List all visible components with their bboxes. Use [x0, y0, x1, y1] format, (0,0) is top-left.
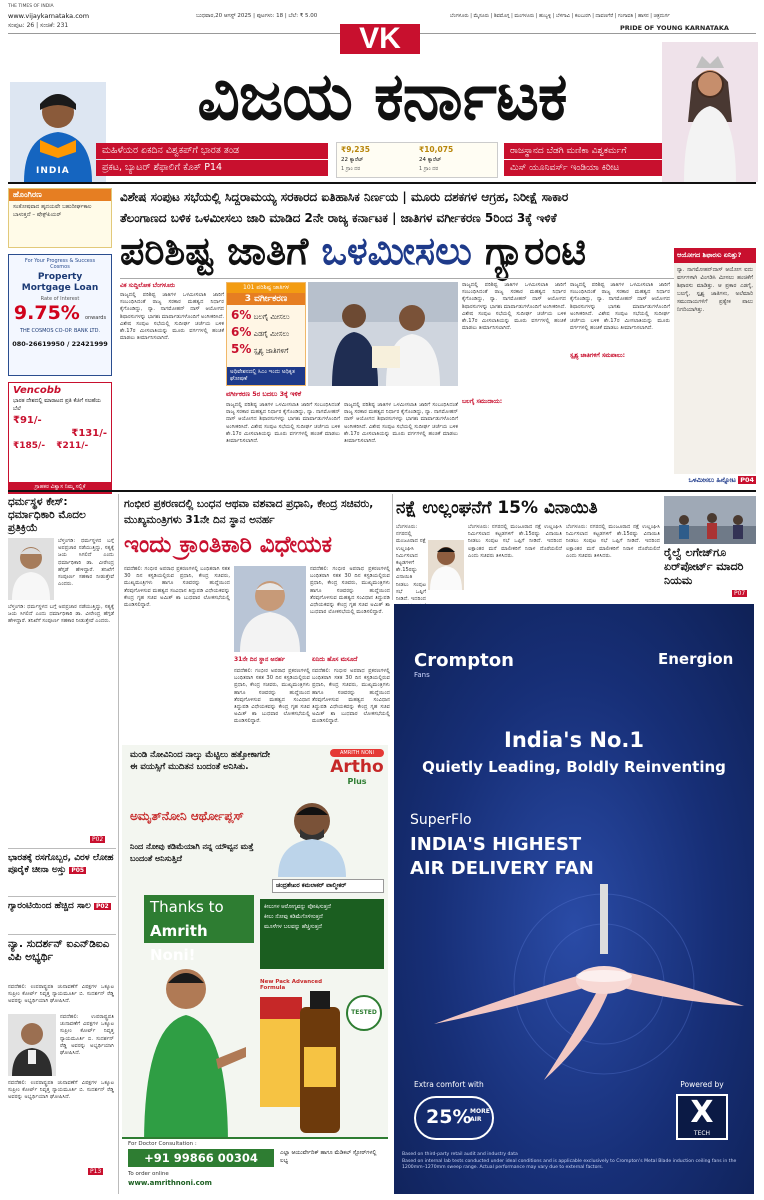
price-b: ₹211/-	[56, 441, 89, 451]
miss-universe-photo	[662, 42, 758, 182]
box-sub: 3 ವರ್ಗೀಕರಣ	[227, 293, 305, 305]
dharmadhikari-photo	[8, 538, 54, 600]
lead-body-3: ರಾಜ್ಯದಲ್ಲಿ ಪರಿಶಿಷ್ಟ ಜಾತಿಗಳ ಒಳಮೀಸಲಾತಿ ಜಾರಿಗೆ ಸಂಬಂಧಿಸಿದಂತೆ ರಾಜ್ಯ ಸರಕಾರ ಮಹತ್ವದ ನಿರ್ಧಾರ ಕೈಗೊಂಡಿದ್ದು, ನ್ಯಾ. ನಾಗಮೋಹನ್ ದಾಸ್ ಆಯೋಗದ ಶಿಫಾರಸುಗಳನ್ನು ಭಾಗಶಃ ಮಾರ್ಪಾಡುಗಳೊಂದಿಗೆ ಅಂಗೀಕರಿಸಿದೆ. ವಿಶೇಷ ಸಂಪುಟ ಸಭೆಯಲ್ಲಿ ಸುದೀರ್ಘ ಚರ್ಚೆಯ ಬಳಿಕ ಶೇ.17ರ ಮೀಸಲಾತಿಯನ್ನು ಮೂರು ವರ್ಗಗಳಲ್ಲಿ ಹಂಚಿಕೆ ಮಾಡಲು ತೀರ್ಮಾನಿಸಲಾಗಿದೆ.	[344, 402, 458, 445]
artho-name: Artho	[330, 757, 384, 777]
sudarshan-text-b: ನವದೆಹಲಿ: ಉಪರಾಷ್ಟ್ರಪತಿ ಚುನಾವಣೆಗೆ ವಿಪಕ್ಷಗಳ ಒಕ್ಕೂಟ ಸುಪ್ರೀಂ ಕೋರ್ಟ್ ನಿವೃತ್ತ ನ್ಯಾಯಮೂರ್ತಿ ಬಿ. ಸುದರ್ಶನ್ ರೆಡ್ಡಿ ಅವರನ್ನು ಅಭ್ಯರ್ಥಿಯಾಗಿ ಘೋಷಿಸಿದೆ.	[60, 1014, 114, 1057]
lead-kicker-2: ತೆಲಂಗಾಣದ ಬಳಿಕ ಒಳಮೀಸಲು ಜಾರಿ ಮಾಡಿದ 2ನೇ ರಾಜ್ಯ ಕರ್ನಾಟಕ | ಜಾತಿಗಳ ವರ್ಗೀಕರಣ 5ರಿಂದ 3ಕ್ಕೆ ಇಳಿಕೆ	[120, 211, 557, 225]
lead-jump-label: ಒಳಮೀಸಲು ಹಿನ್ನೋಟ	[688, 476, 736, 484]
teaser-right-line1[interactable]: ರಾಜಸ್ಥಾನದ ಬೆಡಗಿ ಮಣಿಕಾ ವಿಶ್ವಕರ್ಮಗೆ	[504, 143, 662, 159]
lead-body-4: ರಾಜ್ಯದಲ್ಲಿ ಪರಿಶಿಷ್ಟ ಜಾತಿಗಳ ಒಳಮೀಸಲಾತಿ ಜಾರಿಗೆ ಸಂಬಂಧಿಸಿದಂತೆ ರಾಜ್ಯ ಸರಕಾರ ಮಹತ್ವದ ನಿರ್ಧಾರ ಕೈಗೊಂಡಿದ್ದು, ನ್ಯಾ. ನಾಗಮೋಹನ್ ದಾಸ್ ಆಯೋಗದ ಶಿಫಾರಸುಗಳನ್ನು ಭಾಗಶಃ ಮಾರ್ಪಾಡುಗಳೊಂದಿಗೆ ಅಂಗೀಕರಿಸಿದೆ. ವಿಶೇಷ ಸಂಪುಟ ಸಭೆಯಲ್ಲಿ ಸುದೀರ್ಘ ಚರ್ಚೆಯ ಬಳಿಕ ಶೇ.17ರ ಮೀಸಲಾತಿಯನ್ನು ಮೂರು ವರ್ಗಗಳಲ್ಲಿ ಹಂಚಿಕೆ ಮಾಡಲು ತೀರ್ಮಾನಿಸಲಾಗಿದೆ.	[462, 282, 566, 332]
sudarshan-text-c: ನವದೆಹಲಿ: ಉಪರಾಷ್ಟ್ರಪತಿ ಚುನಾವಣೆಗೆ ವಿಪಕ್ಷಗಳ ಒಕ್ಕೂಟ ಸುಪ್ರೀಂ ಕೋರ್ಟ್ ನಿವೃತ್ತ ನ್ಯಾಯಮೂರ್ತಿ ಬಿ. ಸುದರ್ಶನ್ ರೆಡ್ಡಿ ಅವರನ್ನು ಅಭ್ಯರ್ಥಿಯಾಗಿ ಘೋಷಿಸಿದೆ.	[8, 1080, 114, 1101]
center-body-3: ನವದೆಹಲಿ: ಗಂಭೀರ ಅಪರಾಧ ಪ್ರಕರಣಗಳಲ್ಲಿ ಬಂಧಿತರಾಗಿ ಸತತ 30 ದಿನ ಕಸ್ಟಡಿಯಲ್ಲಿರುವ ಪ್ರಧಾನಿ, ಕೇಂದ್ರ ಸಚಿವರು, ಮುಖ್ಯಮಂತ್ರಿಗಳು ಹಾಗೂ ಸಚಿವರನ್ನು ಹುದ್ದೆಯಿಂದ ತೆರವುಗೊಳಿಸುವ ಮಹತ್ವದ ಸಂವಿಧಾನ ತಿದ್ದುಪಡಿ ವಿಧೇಯಕವನ್ನು ಕೇಂದ್ರ ಗೃಹ ಸಚಿವ ಅಮಿತ್ ಶಾ ಬುಧವಾರ ಲೋಕಸಭೆಯಲ್ಲಿ ಮಂಡಿಸಲಿದ್ದಾರೆ.	[234, 668, 310, 725]
dharmasthala-jump[interactable]: P02	[92, 836, 104, 843]
row1-text: ಬಲಗೈ ಮೀಸಲು	[253, 313, 290, 321]
vencobb-brand: Vencobb	[13, 385, 62, 396]
crompton-brand: Crompton	[414, 650, 514, 671]
sudarshan-headline[interactable]: ನ್ಯಾ. ಸುದರ್ಶನ್ ಐಎನ್‌ಡಿಐಎ ವಿಪಿ ಅಭ್ಯರ್ಥಿ	[8, 938, 110, 963]
amrith-noni-ad[interactable]	[122, 745, 388, 1195]
ad-product-name: ಅಮೃತ್‌ನೋನಿ ಆರ್ಥೋಪ್ಲಸ್	[130, 809, 244, 823]
teaser-left-line2[interactable]: ಪ್ರಕಟ, ಬ್ಯಾಟರ್ ಶೆಫಾಲಿಗೆ ಕೊಕ್ P14	[96, 160, 328, 176]
thanks-brand: Amrith Noni!	[144, 919, 254, 943]
editions: ಬೆಂಗಳೂರು | ಮೈಸೂರು | ಶಿವಮೊಗ್ಗ | ಮಂಗಳೂರು | ಹುಬ್ಬಳ್ಳಿ | ಬೆಳಗಾವಿ | ಕಲಬುರಗಿ | ದಾವಣಗೆರೆ | ಗಂಗಾವತಿ | ಹಾಸನ | ಚಿತ್ರದುರ್ಗ	[450, 13, 670, 19]
gold-rate-box	[336, 142, 498, 178]
product-packs	[254, 977, 344, 1137]
sudarshan-text-a: ನವದೆಹಲಿ: ಉಪರಾಷ್ಟ್ರಪತಿ ಚುನಾವಣೆಗೆ ವಿಪಕ್ಷಗಳ ಒಕ್ಕೂಟ ಸುಪ್ರೀಂ ಕೋರ್ಟ್ ನಿವೃತ್ತ ನ್ಯಾಯಮೂರ್ತಿ ಬಿ. ಸುದರ್ಶನ್ ರೆಡ್ಡಿ ಅವರನ್ನು ಅಭ್ಯರ್ಥಿಯಾಗಿ ಘೋಷಿಸಿದೆ.	[8, 984, 114, 1005]
consult-label: For Doctor Consultation :	[128, 1141, 197, 1147]
loan-bank: THE COSMOS CO-OP. BANK LTD.	[19, 328, 101, 334]
teaser-left-line1[interactable]: ಮಹಿಳೆಯರ ಏಕದಿನ ವಿಶ್ವಕಪ್‌ಗೆ ಭಾರತ ತಂಡ	[96, 143, 328, 159]
lead-subhead-3: ಸ್ಪೃಶ್ಯ ಜಾತಿಗಳಿಗೆ ಸಮಪಾಲು:	[570, 352, 670, 362]
center-subhead: 31ನೇ ದಿನ ಸ್ಥಾನ ಅನರ್ಹ	[234, 656, 285, 663]
crompton-footnote-1: Based on third-party retail audit and industry data	[402, 1152, 518, 1157]
teaser-right-line2[interactable]: ಮಿಸ್ ಯೂನಿವರ್ಸ್ ಇಂಡಿಯಾ ಕಿರೀಟ	[504, 160, 662, 176]
dharmasthala-text-a: ಬೆಳ್ತಂಗಡಿ: ಧರ್ಮಸ್ಥಳದ ಬಗ್ಗೆ ಅಪಪ್ರಚಾರ ನಡೆಯುತ್ತಿದ್ದು, ಸತ್ಯಕ್ಕೆ ಜಯ ಸಿಗಲಿದೆ ಎಂದು ಧರ್ಮಾಧಿಕಾರಿ ಡಾ. ವೀರೇಂದ್ರ ಹೆಗ್ಗಡೆ ಹೇಳಿದ್ದಾರೆ. ತನಿಖೆಗೆ ಸಂಪೂರ್ಣ ಸಹಕಾರ ನೀಡುತ್ತೇವೆ ಎಂದರು.	[58, 538, 114, 588]
lead-body-1: ರಾಜ್ಯದಲ್ಲಿ ಪರಿಶಿಷ್ಟ ಜಾತಿಗಳ ಒಳಮೀಸಲಾತಿ ಜಾರಿಗೆ ಸಂಬಂಧಿಸಿದಂತೆ ರಾಜ್ಯ ಸರಕಾರ ಮಹತ್ವದ ನಿರ್ಧಾರ ಕೈಗೊಂಡಿದ್ದು, ನ್ಯಾ. ನಾಗಮೋಹನ್ ದಾಸ್ ಆಯೋಗದ ಶಿಫಾರಸುಗಳನ್ನು ಭಾಗಶಃ ಮಾರ್ಪಾಡುಗಳೊಂದಿಗೆ ಅಂಗೀಕರಿಸಿದೆ. ವಿಶೇಷ ಸಂಪುಟ ಸಭೆಯಲ್ಲಿ ಸುದೀರ್ಘ ಚರ್ಚೆಯ ಬಳಿಕ ಶೇ.17ರ ಮೀಸಲಾತಿಯನ್ನು ಮೂರು ವರ್ಗಗಳಲ್ಲಿ ಹಂಚಿಕೆ ಮಾಡಲು ತೀರ್ಮಾನಿಸಲಾಗಿದೆ.	[120, 292, 224, 342]
guarantee-loan-title: ಗ್ಯಾರಂಟಿಯಿಂದ ಹೆಚ್ಚಿದ ಸಾಲ	[8, 901, 91, 911]
gold-unit-b: 1 ಗ್ರಾಂ ದರ	[419, 166, 439, 172]
lead-jump-page: P04	[740, 476, 754, 484]
testimonial-photo	[272, 793, 352, 877]
more-air-badge	[414, 1096, 494, 1140]
crompton-tagline: Quietly Leading, Boldly Reinventing	[422, 758, 726, 776]
ad-website[interactable]: www.amrithnoni.com	[128, 1179, 212, 1187]
center-kicker: ಗಂಭೀರ ಪ್ರಕರಣದಲ್ಲಿ ಬಂಧನ ಆಥವಾ ವಶವಾದ ಪ್ರಧಾನಿ, ಕೇಂದ್ರ ಸಚಿವರು, ಮುಖ್ಯಮಂತ್ರಿಗಳು 31ನೇ ದಿನ ಸ್ಥಾನ ಅನರ್ಹ	[124, 498, 374, 526]
lead-byline: ವಿಕ ಸುದ್ದಿಲೋಕ ಬೆಂಗಳೂರು	[120, 282, 176, 289]
crompton-footnote-2: Based on internal lab tests conducted under ideal conditions and is applicable exclusively to Crompton's Metal Blade induction ceiling fans in the 1200mm–1270mm sweep range. Actual performance may vary due to external factors.	[402, 1158, 737, 1170]
endorser-photo	[130, 949, 248, 1145]
thanks-to: Thanks to	[144, 895, 254, 919]
superflo-name: SuperFlo	[410, 812, 472, 828]
lead-body-2: ರಾಜ್ಯದಲ್ಲಿ ಪರಿಶಿಷ್ಟ ಜಾತಿಗಳ ಒಳಮೀಸಲಾತಿ ಜಾರಿಗೆ ಸಂಬಂಧಿಸಿದಂತೆ ರಾಜ್ಯ ಸರಕಾರ ಮಹತ್ವದ ನಿರ್ಧಾರ ಕೈಗೊಂಡಿದ್ದು, ನ್ಯಾ. ನಾಗಮೋಹನ್ ದಾಸ್ ಆಯೋಗದ ಶಿಫಾರಸುಗಳನ್ನು ಭಾಗಶಃ ಮಾರ್ಪಾಡುಗಳೊಂದಿಗೆ ಅಂಗೀಕರಿಸಿದೆ. ವಿಶೇಷ ಸಂಪುಟ ಸಭೆಯಲ್ಲಿ ಸುದೀರ್ಘ ಚರ್ಚೆಯ ಬಳಿಕ ಶೇ.17ರ ಮೀಸಲಾತಿಯನ್ನು ಮೂರು ವರ್ಗಗಳಲ್ಲಿ ಹಂಚಿಕೆ ಮಾಡಲು ತೀರ್ಮಾನಿಸಲಾಗಿದೆ.	[226, 402, 340, 445]
loan-rate-label: Rate of Interest	[40, 296, 80, 302]
vijay-karnataka-logo: ವಿಜಯ ಕರ್ನಾಟಕ	[197, 58, 567, 135]
dharmasthala-text-b: ಬೆಳ್ತಂಗಡಿ: ಧರ್ಮಸ್ಥಳದ ಬಗ್ಗೆ ಅಪಪ್ರಚಾರ ನಡೆಯುತ್ತಿದ್ದು, ಸತ್ಯಕ್ಕೆ ಜಯ ಸಿಗಲಿದೆ ಎಂದು ಧರ್ಮಾಧಿಕಾರಿ ಡಾ. ವೀರೇಂದ್ರ ಹೆಗ್ಗಡೆ ಹೇಳಿದ್ದಾರೆ. ತನಿಖೆಗೆ ಸಂಪೂರ್ಣ ಸಹಕಾರ ನೀಡುತ್ತೇವೆ ಎಂದರು.	[8, 604, 114, 625]
date-price: ಬುಧವಾರ,20 ಆಗಸ್ಟ್ 2025 | ಪುಟಗಳು: 18 | ಬೆಲೆ: ₹ 5.00	[196, 13, 318, 19]
more-air-text: MORE AIR	[470, 1108, 490, 1123]
row1-pct: 6%	[231, 308, 252, 322]
price-a: ₹185/-	[13, 441, 46, 451]
sidebar-text: ನ್ಯಾ. ನಾಗಮೋಹನ್‌ದಾಸ್ ಆಯೋಗ ಐದು ವರ್ಗಗಳಾಗಿ ವಿಂಗಡಿಸಿ ಮೀಸಲು ಹಂಚಿಕೆಗೆ ಶಿಫಾರಸು ಮಾಡಿತ್ತು. ಆ ಪ್ರಕಾರ ಎಡಗೈ, ಬಲಗೈ, ಸ್ಪೃಶ್ಯ ಜಾತಿಗಳು, ಅಲೆಮಾರಿ ಸಮುದಾಯಗಳಿಗೆ ಪ್ರತ್ಯೇಕ ಪಾಲು ನಿಗದಿಯಾಗಿತ್ತು.	[677, 267, 753, 313]
lead-body-5: ರಾಜ್ಯದಲ್ಲಿ ಪರಿಶಿಷ್ಟ ಜಾತಿಗಳ ಒಳಮೀಸಲಾತಿ ಜಾರಿಗೆ ಸಂಬಂಧಿಸಿದಂತೆ ರಾಜ್ಯ ಸರಕಾರ ಮಹತ್ವದ ನಿರ್ಧಾರ ಕೈಗೊಂಡಿದ್ದು, ನ್ಯಾ. ನಾಗಮೋಹನ್ ದಾಸ್ ಆಯೋಗದ ಶಿಫಾರಸುಗಳನ್ನು ಭಾಗಶಃ ಮಾರ್ಪಾಡುಗಳೊಂದಿಗೆ ಅಂಗೀಕರಿಸಿದೆ. ವಿಶೇಷ ಸಂಪುಟ ಸಭೆಯಲ್ಲಿ ಸುದೀರ್ಘ ಚರ್ಚೆಯ ಬಳಿಕ ಶೇ.17ರ ಮೀಸಲಾತಿಯನ್ನು ಮೂರು ವರ್ಗಗಳಲ್ಲಿ ಹಂಚಿಕೆ ಮಾಡಲು ತೀರ್ಮಾನಿಸಲಾಗಿದೆ.	[570, 282, 670, 332]
lead-kicker-1: ವಿಶೇಷ ಸಂಪುಟ ಸಭೆಯಲ್ಲಿ ಸಿದ್ದರಾಮಯ್ಯ ಸರಕಾರದ ಐತಿಹಾಸಿಕ ನಿರ್ಣಯ | ಮೂರು ದಶಕಗಳ ಆಗ್ರಹ, ನಿರೀಕ್ಷೆ ಸಾಕಾರ	[120, 190, 569, 204]
ad-phone[interactable]: +91 99866 00304	[128, 1149, 274, 1167]
crompton-fans: Fans	[414, 671, 430, 679]
guarantee-loan-page: P02	[95, 903, 109, 910]
energion-logo: Energion	[658, 650, 734, 668]
china-story-page: P05	[71, 867, 85, 874]
guarantee-loan-headline[interactable]	[8, 900, 116, 930]
vencobb-ad[interactable]	[8, 382, 112, 494]
box-title: 101 ಪರಿಶಿಷ್ಟ ಜಾತಿಗಳ	[227, 283, 305, 293]
egg-price: ₹91/-	[13, 415, 42, 426]
cosmos-bank-ad[interactable]	[8, 254, 112, 376]
ceiling-fan-illustration	[394, 884, 754, 1084]
ad-question: ಮಂಡಿ ನೋವಿನಿಂದ ನಾಲ್ಕು ಮೆಟ್ಟಿಲು ಹತ್ತೋಕಾಗದೇ ಈ ವಯಸ್ಸಿಗೆ ಮುದಿತನ ಬಂದಂತೆ ಅನಿಸಿತು.	[130, 750, 271, 772]
testimonial-name: ಚಂದ್ರಶೇಖರ ಕಮಲಾಕರ್ ವಾಲ್ಮೀಕರ್	[272, 879, 384, 893]
honkirana-title: ಹೊಂಗಿರಣ	[9, 189, 111, 201]
gold22-label: 22 ಕ್ಯಾರೆಟ್	[341, 157, 364, 163]
website[interactable]: www.vijaykarnataka.com	[8, 12, 90, 20]
honkirana-text: ಸಂತೋಷವಾದ ಹೃದಯವೇ ಬಹುದೀರ್ಘಕಾಲ ಬಾಳುತ್ತದೆ – ಷೇಕ್ಸ್‌ಪಿಯರ್	[13, 204, 92, 218]
gold-unit-a: 1 ಗ್ರಾಂ ದರ	[341, 166, 361, 172]
amit-shah-photo	[234, 566, 306, 652]
headline-part2: ಒಳಮೀಸಲು	[321, 229, 472, 273]
commission-sidebar	[674, 248, 756, 474]
china-story-title: ಭಾರತಕ್ಕೆ ರಸಗೊಬ್ಬರ, ವಿರಳ ಲೋಹ ಪೂರೈಕೆ ಚೀನಾ ಅಸ್ತು	[8, 853, 114, 875]
center-body-4: ನವದೆಹಲಿ: ಗಂಭೀರ ಅಪರಾಧ ಪ್ರಕರಣಗಳಲ್ಲಿ ಬಂಧಿತರಾಗಿ ಸತತ 30 ದಿನ ಕಸ್ಟಡಿಯಲ್ಲಿರುವ ಪ್ರಧಾನಿ, ಕೇಂದ್ರ ಸಚಿವರು, ಮುಖ್ಯಮಂತ್ರಿಗಳು ಹಾಗೂ ಸಚಿವರನ್ನು ಹುದ್ದೆಯಿಂದ ತೆರವುಗೊಳಿಸುವ ಮಹತ್ವದ ಸಂವಿಧಾನ ತಿದ್ದುಪಡಿ ವಿಧೇಯಕವನ್ನು ಕೇಂದ್ರ ಗೃಹ ಸಚಿವ ಅಮಿತ್ ಶಾ ಬುಧವಾರ ಲೋಕಸಭೆಯಲ್ಲಿ ಮಂಡಿಸಲಿದ್ದಾರೆ.	[312, 668, 390, 725]
railway-page[interactable]: P07	[734, 590, 746, 597]
center-body-2: ನವದೆಹಲಿ: ಗಂಭೀರ ಅಪರಾಧ ಪ್ರಕರಣಗಳಲ್ಲಿ ಬಂಧಿತರಾಗಿ ಸತತ 30 ದಿನ ಕಸ್ಟಡಿಯಲ್ಲಿರುವ ಪ್ರಧಾನಿ, ಕೇಂದ್ರ ಸಚಿವರು, ಮುಖ್ಯಮಂತ್ರಿಗಳು ಹಾಗೂ ಸಚಿವರನ್ನು ಹುದ್ದೆಯಿಂದ ತೆರವುಗೊಳಿಸುವ ಮಹತ್ವದ ಸಂವಿಧಾನ ತಿದ್ದುಪಡಿ ವಿಧೇಯಕವನ್ನು ಕೇಂದ್ರ ಗೃಹ ಸಚಿವ ಅಮಿತ್ ಶಾ ಬುಧವಾರ ಲೋಕಸಭೆಯಲ್ಲಿ ಮಂಡಿಸಲಿದ್ದಾರೆ.	[310, 566, 390, 616]
lead-photo	[308, 282, 458, 386]
lead-headline	[120, 226, 756, 276]
superflo-claim-1: INDIA'S HIGHEST	[410, 834, 582, 855]
map-violation-text-c: ಬೆಂಗಳೂರು: ನಗರದಲ್ಲಿ ಮಂಜೂರಾದ ನಕ್ಷೆ ಉಲ್ಲಂಘಿಸಿ ನಿರ್ಮಿಸಲಾದ ಕಟ್ಟಡಗಳಿಗೆ ಶೇ.15ರಷ್ಟು ವಿನಾಯಿತಿ ನೀಡಲು ಸಂಪುಟ ಸಭೆ ಒಪ್ಪಿಗೆ ನೀಡಿದೆ. ಇದರಿಂದ ಲಕ್ಷಾಂತರ ಮನೆ ಮಾಲೀಕರಿಗೆ ನಿರಾಳ ದೊರೆಯಲಿದೆ ಎಂದು ಸಚಿವರು ತಿಳಿಸಿದರು.	[566, 524, 660, 559]
center-headline[interactable]: ಇಂದು ಕ್ರಾಂತಿಕಾರಿ ವಿಧೇಯಕ	[124, 532, 333, 558]
crompton-logo	[414, 650, 514, 686]
x-tech-letter: X	[690, 1095, 714, 1130]
artho-plus: Plus	[347, 777, 367, 786]
china-story-headline[interactable]	[8, 852, 116, 892]
benefit-3: ಮೂಳೆಗಳ ಬಲವನ್ನು ಹೆಚ್ಚಿಸುತ್ತದೆ	[264, 924, 322, 930]
honkirana-box	[8, 188, 112, 248]
sudarshan-photo	[8, 1014, 56, 1076]
artho-badge: AMRITH NONI	[330, 749, 384, 757]
box-foot: ಅಧಿವೇಶನದಲ್ಲಿ ಸಿಎಂ ಇಂದು ಅಧಿಕೃತ ಘೋಷಣೆ	[227, 367, 305, 385]
center-subhead-2: ಏನಿದು ಹೊಸ ಮಸೂದೆ	[312, 656, 358, 663]
benefits-box	[260, 899, 384, 969]
vencobb-head: ಭಾರತ ದೇಶದಲ್ಲಿ ಮಾರಾಟದ ಪ್ರತಿ ಕೆಜಿಗೆ ಸಲಹೆಯ ಬೆಲೆ	[13, 398, 102, 412]
railway-headline[interactable]: ರೈಲ್ವೆ ಲಗೇಜ್‌ಗೂ ಏರ್‌ಪೋರ್ಟ್ ಮಾದರಿ ನಿಯಮ	[664, 546, 744, 587]
cricketer-photo	[10, 82, 106, 182]
gold22-price: ₹9,235	[341, 145, 370, 154]
map-violation-text-b: ಬೆಂಗಳೂರು: ನಗರದಲ್ಲಿ ಮಂಜೂರಾದ ನಕ್ಷೆ ಉಲ್ಲಂಘಿಸಿ ನಿರ್ಮಿಸಲಾದ ಕಟ್ಟಡಗಳಿಗೆ ಶೇ.15ರಷ್ಟು ವಿನಾಯಿತಿ ನೀಡಲು ಸಂಪುಟ ಸಭೆ ಒಪ್ಪಿಗೆ ನೀಡಿದೆ. ಇದರಿಂದ ಲಕ್ಷಾಂತರ ಮನೆ ಮಾಲೀಕರಿಗೆ ನಿರಾಳ ದೊರೆಯಲಿದೆ ಎಂದು ಸಚಿವರು ತಿಳಿಸಿದರು.	[468, 524, 562, 559]
loan-title: Property Mortgage Loan	[21, 272, 99, 293]
superflo-claim-2: AIR DELIVERY FAN	[410, 858, 594, 879]
row2-text: ಎಡಗೈ ಮೀಸಲು	[253, 330, 290, 338]
tested-seal: TESTED	[346, 995, 382, 1031]
lead-column-1	[120, 282, 224, 482]
minister-photo	[428, 540, 464, 590]
loan-rate-suffix: onwards	[84, 315, 107, 321]
center-body-1: ನವದೆಹಲಿ: ಗಂಭೀರ ಅಪರಾಧ ಪ್ರಕರಣಗಳಲ್ಲಿ ಬಂಧಿತರಾಗಿ ಸತತ 30 ದಿನ ಕಸ್ಟಡಿಯಲ್ಲಿರುವ ಪ್ರಧಾನಿ, ಕೇಂದ್ರ ಸಚಿವರು, ಮುಖ್ಯಮಂತ್ರಿಗಳು ಹಾಗೂ ಸಚಿವರನ್ನು ಹುದ್ದೆಯಿಂದ ತೆರವುಗೊಳಿಸುವ ಮಹತ್ವದ ಸಂವಿಧಾನ ತಿದ್ದುಪಡಿ ವಿಧೇಯಕವನ್ನು ಕೇಂದ್ರ ಗೃಹ ಸಚಿವ ಅಮಿತ್ ಶಾ ಬುಧವಾರ ಲೋಕಸಭೆಯಲ್ಲಿ ಮಂಡಿಸಲಿದ್ದಾರೆ.	[124, 566, 230, 609]
loan-rate: 9.75%	[13, 302, 80, 324]
comfort-label: Extra comfort with	[414, 1080, 484, 1089]
gold24-label: 24 ಕ್ಯಾರೆಟ್	[419, 157, 442, 163]
benefit-1: ಕೀಲುಗಳ ಆರೋಗ್ಯವನ್ನು ಪೋಷಿಸುತ್ತದೆ	[264, 904, 331, 910]
ad-claim: ನಿಂದ ನೋವು ಕಡಿಮೆಯಾಗಿ ನನ್ನ ಯೌವ್ವನ ಮತ್ತೆ ಬಂದಂತೆ ಅನಿಸುತ್ತಿದೆ	[130, 842, 254, 863]
row2-pct: 6%	[231, 325, 252, 339]
map-violation-headline[interactable]: ನಕ್ಷೆ ಉಲ್ಲಂಘನೆಗೆ 15% ವಿನಾಯಿತಿ	[396, 498, 598, 518]
benefit-2: ಕೀಲು ನೋವು ಕಡಿಮೆಗೊಳಿಸುತ್ತದೆ	[264, 914, 323, 920]
powered-by: Powered by	[680, 1080, 724, 1089]
masthead	[0, 0, 764, 180]
india-jersey-text: INDIA	[36, 166, 70, 176]
loan-bank-top: Cosmos	[50, 264, 70, 270]
crompton-no1: India's No.1	[504, 728, 644, 752]
toi-tagline: THE TIMES OF INDIA	[8, 4, 54, 9]
x-tech-label: TECH	[693, 1130, 711, 1137]
reservation-box	[226, 282, 306, 386]
issue-number: ಸಂಪುಟ: 26 | ಸಂಚಿಕೆ: 231	[8, 22, 69, 29]
headline-part1: ಪರಿಶಿಷ್ಟ ಜಾತಿಗೆ	[120, 229, 309, 273]
lead-subhead-1: ವರ್ಗೀಕರಣ 5ರ ಬದಲು 3ಕ್ಕೆ ಇಳಿಕೆ	[226, 390, 302, 398]
pride-tagline: PRIDE OF YOUNG KARNATAKA	[620, 24, 729, 32]
lead-subhead-2: ಬಲಗೈ ಸಮುದಾಯ:	[462, 398, 566, 408]
headline-part3: ಗ್ಯಾರಂಟಿ	[485, 229, 587, 273]
order-label: To order online	[128, 1171, 169, 1177]
x-tech-logo	[676, 1094, 728, 1140]
row3-text: ಸ್ಪೃಶ್ಯ ಜಾತಿಗಳಿಗೆ	[253, 347, 289, 355]
dharmasthala-headline[interactable]: ಧರ್ಮಸ್ಥಳ ಕೇಸ್: ಧರ್ಮಾಧಿಕಾರಿ ಮೊದಲ ಪ್ರತಿಕ್ರಿಯೆ	[8, 496, 86, 534]
sudarshan-jump[interactable]: P13	[90, 1168, 102, 1175]
vk-logo-badge: VK	[340, 24, 420, 54]
ad-contact-strip	[122, 1137, 388, 1195]
loan-phone[interactable]: 080-26619950 / 22421999	[12, 340, 108, 348]
crompton-ad[interactable]	[394, 604, 754, 1194]
railway-photo	[664, 496, 756, 544]
crompton-footnote	[402, 1152, 746, 1192]
chicken-price: ₹131/-	[71, 428, 107, 439]
loan-head: For Your Progress & Success	[24, 258, 96, 264]
more-air-pct: 25%	[426, 1106, 472, 1128]
ad-stores: ಎಲ್ಲಾ ಆಯುರ್ವೇದಿಕ್ ಹಾಗೂ ಮೆಡಿಕಲ್ ಸ್ಟೋರ್‌ಗಳಲ್ಲಿ ಲಭ್ಯ	[280, 1150, 377, 1164]
lead-jump[interactable]	[640, 476, 756, 488]
map-violation-text-a: ಬೆಂಗಳೂರು: ನಗರದಲ್ಲಿ ಮಂಜೂರಾದ ನಕ್ಷೆ ಉಲ್ಲಂಘಿಸಿ ನಿರ್ಮಿಸಲಾದ ಕಟ್ಟಡಗಳಿಗೆ ಶೇ.15ರಷ್ಟು ವಿನಾಯಿತಿ ನೀಡಲು ಸಂಪುಟ ಸಭೆ ಒಪ್ಪಿಗೆ ನೀಡಿದೆ. ಇದರಿಂದ	[396, 524, 426, 603]
new-pack-label: New Pack Advanced Formula	[260, 979, 323, 991]
sidebar-title: ಆಯೋಗದ ಶಿಫಾರಸು ಏನಿತ್ತು?	[674, 248, 756, 263]
gold24-price: ₹10,075	[419, 145, 454, 154]
row3-pct: 5%	[231, 342, 252, 356]
vencobb-foot: ಗ್ರಾಹಕರ ವಿಶ್ವಾಸ ನಿಮ್ಮ ಸಲ್ಲಿಕೆ	[9, 482, 111, 493]
